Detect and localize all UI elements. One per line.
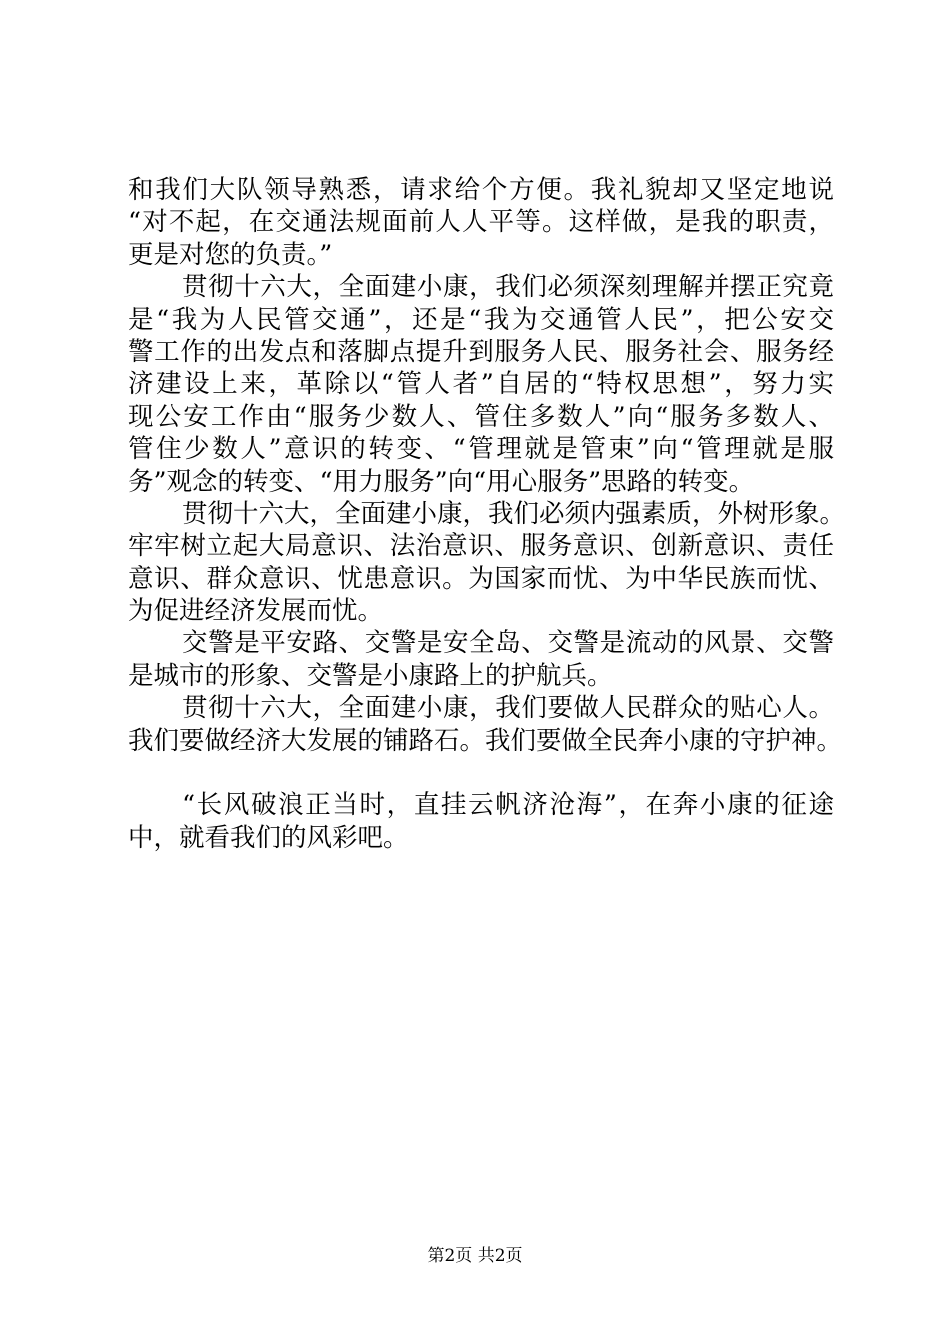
text-line: 和我们大队领导熟悉，请求给个方便。我礼貌却又坚定地说	[128, 175, 834, 205]
text-line: “对不起，在交通法规面前人人平等。这样做，是我的职责，	[128, 207, 834, 238]
paragraph-first-line: 贯彻十六大，全面建小康，我们必须内强素质，外树形象。	[182, 498, 846, 529]
paragraph-first-line: 贯彻十六大，全面建小康，我们要做人民群众的贴心人。	[182, 693, 834, 724]
paragraph-first-line: “长风破浪正当时，直挂云帆济沧海”，在奔小康的征途	[182, 790, 834, 821]
text-line: 我们要做经济大发展的铺路石。我们要做全民奔小康的守护神。	[128, 725, 843, 756]
text-line: 牢牢树立起大局意识、法治意识、服务意识、创新意识、责任	[128, 531, 834, 562]
paragraph-first-line: 贯彻十六大，全面建小康，我们必须深刻理解并摆正究竟	[182, 272, 834, 303]
text-line: 更是对您的负责。”	[128, 239, 333, 270]
text-line: 济建设上来，革除以“管人者”自居的“特权思想”，努力实	[128, 369, 834, 400]
text-line: 现公安工作由“服务少数人、管住多数人”向“服务多数人、	[128, 401, 834, 432]
text-line: 是城市的形象、交警是小康路上的护航兵。	[128, 660, 613, 691]
text-line: 管住少数人”意识的转变、“管理就是管束”向“管理就是服	[128, 434, 834, 465]
text-line: 为促进经济发展而忧。	[128, 596, 384, 627]
blank-line	[128, 757, 834, 789]
text-line: 务”观念的转变、“用力服务”向“用心服务”思路的转变。	[128, 466, 755, 497]
text-line: 中，就看我们的风彩吧。	[128, 822, 409, 853]
text-line: 警工作的出发点和落脚点提升到服务人民、服务社会、服务经	[128, 336, 834, 367]
document-body	[128, 174, 846, 854]
paragraph-first-line: 交警是平安路、交警是安全岛、交警是流动的风景、交警	[182, 628, 834, 659]
page-number-footer: 第2页 共2页	[427, 1246, 523, 1266]
text-line: 是“我为人民管交通”，还是“我为交通管人民”，把公安交	[128, 304, 834, 335]
text-line: 意识、群众意识、忧患意识。为国家而忧、为中华民族而忧、	[128, 563, 834, 594]
